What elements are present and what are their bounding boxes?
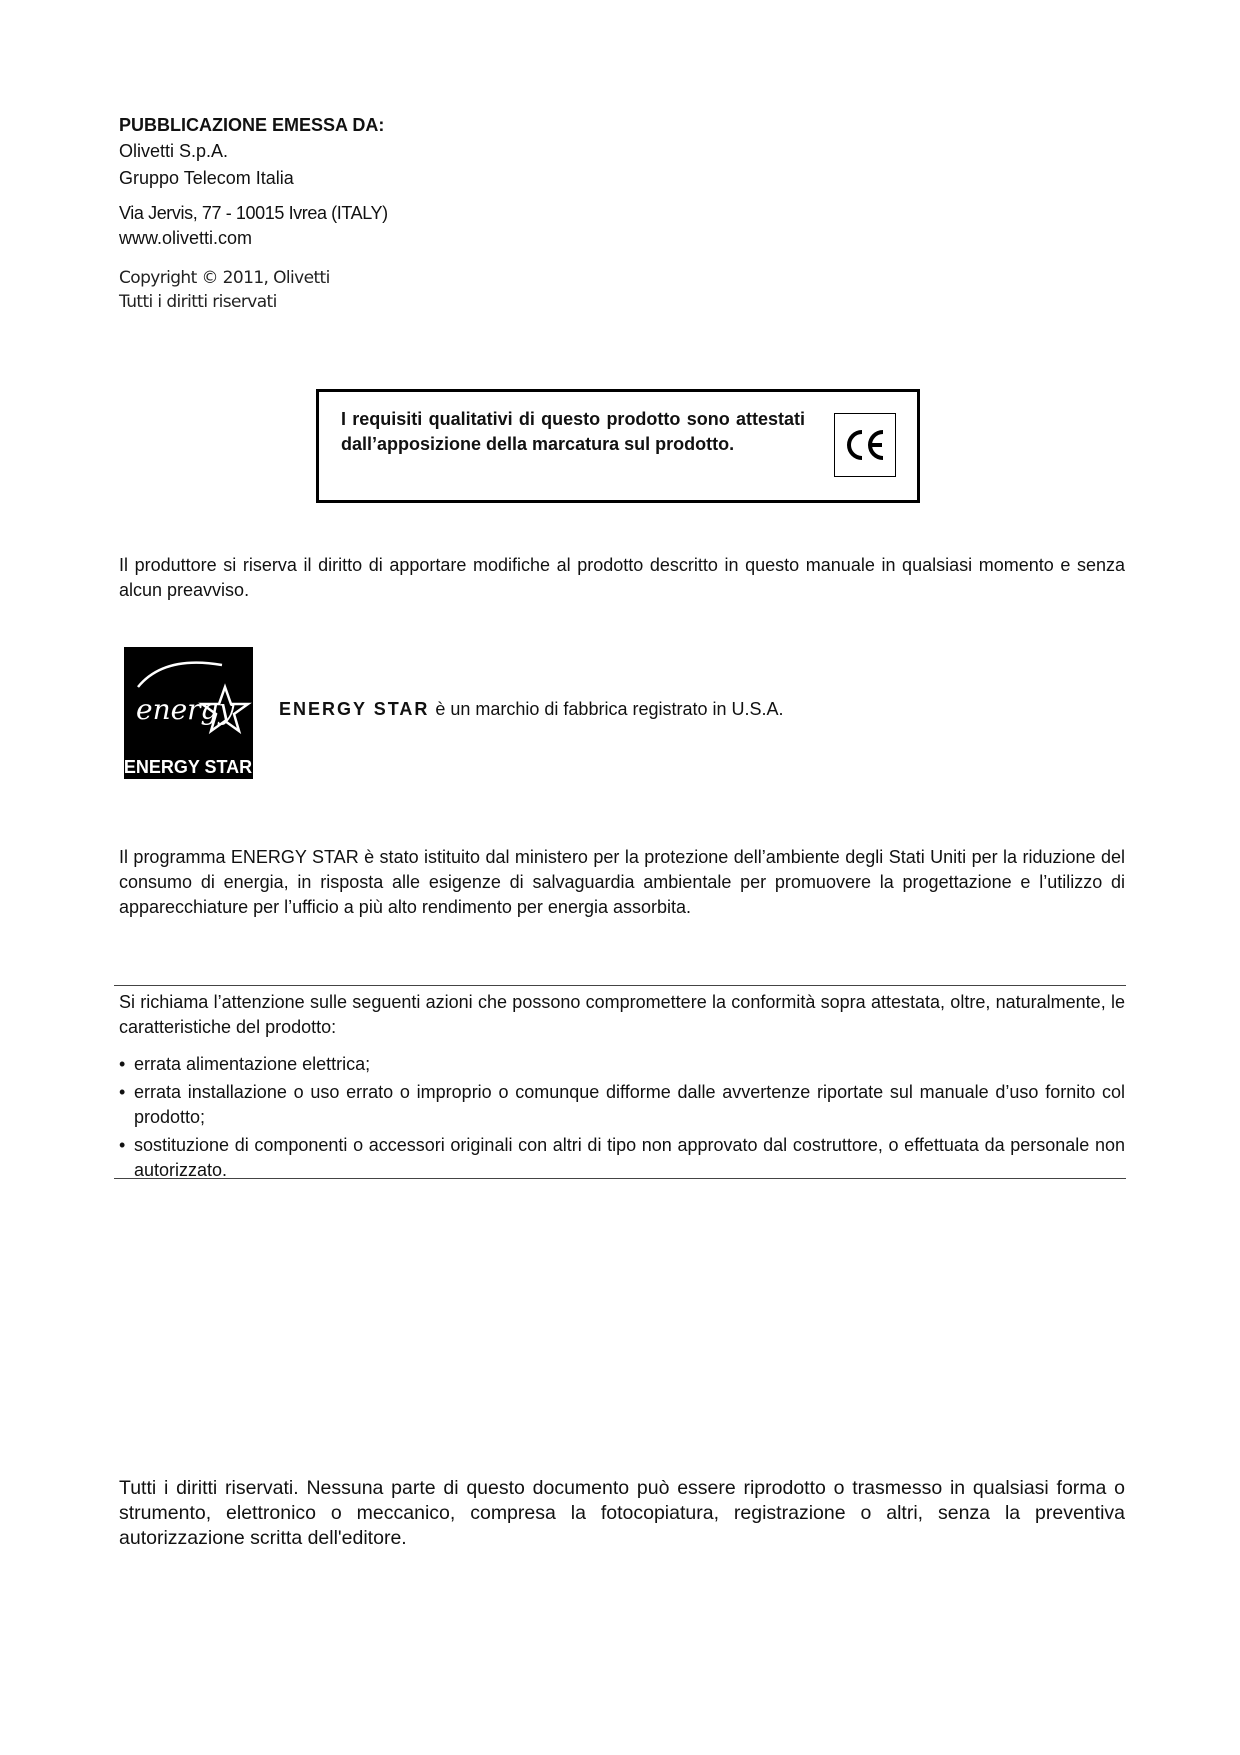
ce-notice-box: [316, 389, 920, 503]
energy-program-description: Il programma ENERGY STAR è stato istituito dal ministero per la protezione dell’ambiente degli Stati Uniti per la riduzione del consumo di energia, in risposta alle esigenze di salvaguardia ambientale per promuovere la progettazione e l’utilizzo di apparecchiature per l’ufficio a più alto rendimento per energia assorbita.: [119, 847, 1125, 917]
publisher-address: Via Jervis, 77 - 10015 Ivrea (ITALY): [119, 203, 388, 223]
warning-list: [119, 1052, 1125, 1186]
footer-rights-notice: Tutti i diritti riservati. Nessuna parte di questo documento può essere riprodotto o trasmesso in qualsiasi forma o strumento, elettronico o meccanico, compresa la fotocopiatura, registrazione o altri, senza la preventiva autorizzazione scritta dell'editore.: [119, 1477, 1125, 1549]
energy-star-logo: [124, 647, 253, 779]
energy-script-text: energy: [136, 693, 235, 726]
list-item: • errata installazione o uso errato o improprio o comunque difforme dalle avvertenze riportate sul manuale d’uso fornito col prodotto;: [119, 1080, 1125, 1130]
warning-bottom-rule: [114, 1178, 1126, 1179]
ce-mark-icon: [834, 413, 896, 477]
warning-intro: Si richiama l’attenzione sulle seguenti azioni che possono compromettere la conformità sopra attestata, oltre, naturalmente, le caratteristiche del prodotto:: [119, 992, 1125, 1037]
publisher-group: Gruppo Telecom Italia: [119, 168, 294, 188]
ce-notice-text: I requisiti qualitativi di questo prodotto sono attestati dall’apposizione della marcatura sul prodotto.: [341, 409, 805, 454]
publisher-heading: PUBBLICAZIONE EMESSA DA:: [119, 115, 385, 135]
rights-line: Tutti i diritti riservati: [119, 292, 277, 312]
list-item: • sostituzione di componenti o accessori originali con altri di tipo non approvato dal costruttore, o effettuata da personale non autorizzato.: [119, 1133, 1125, 1183]
energy-star-trademark-text: è un marchio di fabbrica registrato in U.S.A.: [435, 699, 784, 719]
energy-star-trademark: [279, 699, 784, 720]
publisher-company: Olivetti S.p.A.: [119, 141, 229, 161]
warning-top-rule: [114, 985, 1126, 986]
copyright-line: Copyright © 2011, Olivetti: [119, 268, 330, 288]
energy-star-brand: ENERGY STAR: [279, 699, 430, 719]
energy-star-label: ENERGY STAR: [124, 757, 253, 777]
publisher-website[interactable]: www.olivetti.com: [119, 228, 253, 248]
list-item: • errata alimentazione elettrica;: [119, 1052, 1125, 1077]
modification-notice: Il produttore si riserva il diritto di apportare modifiche al prodotto descritto in questo manuale in qualsiasi momento e senza alcun preavviso.: [119, 555, 1125, 600]
